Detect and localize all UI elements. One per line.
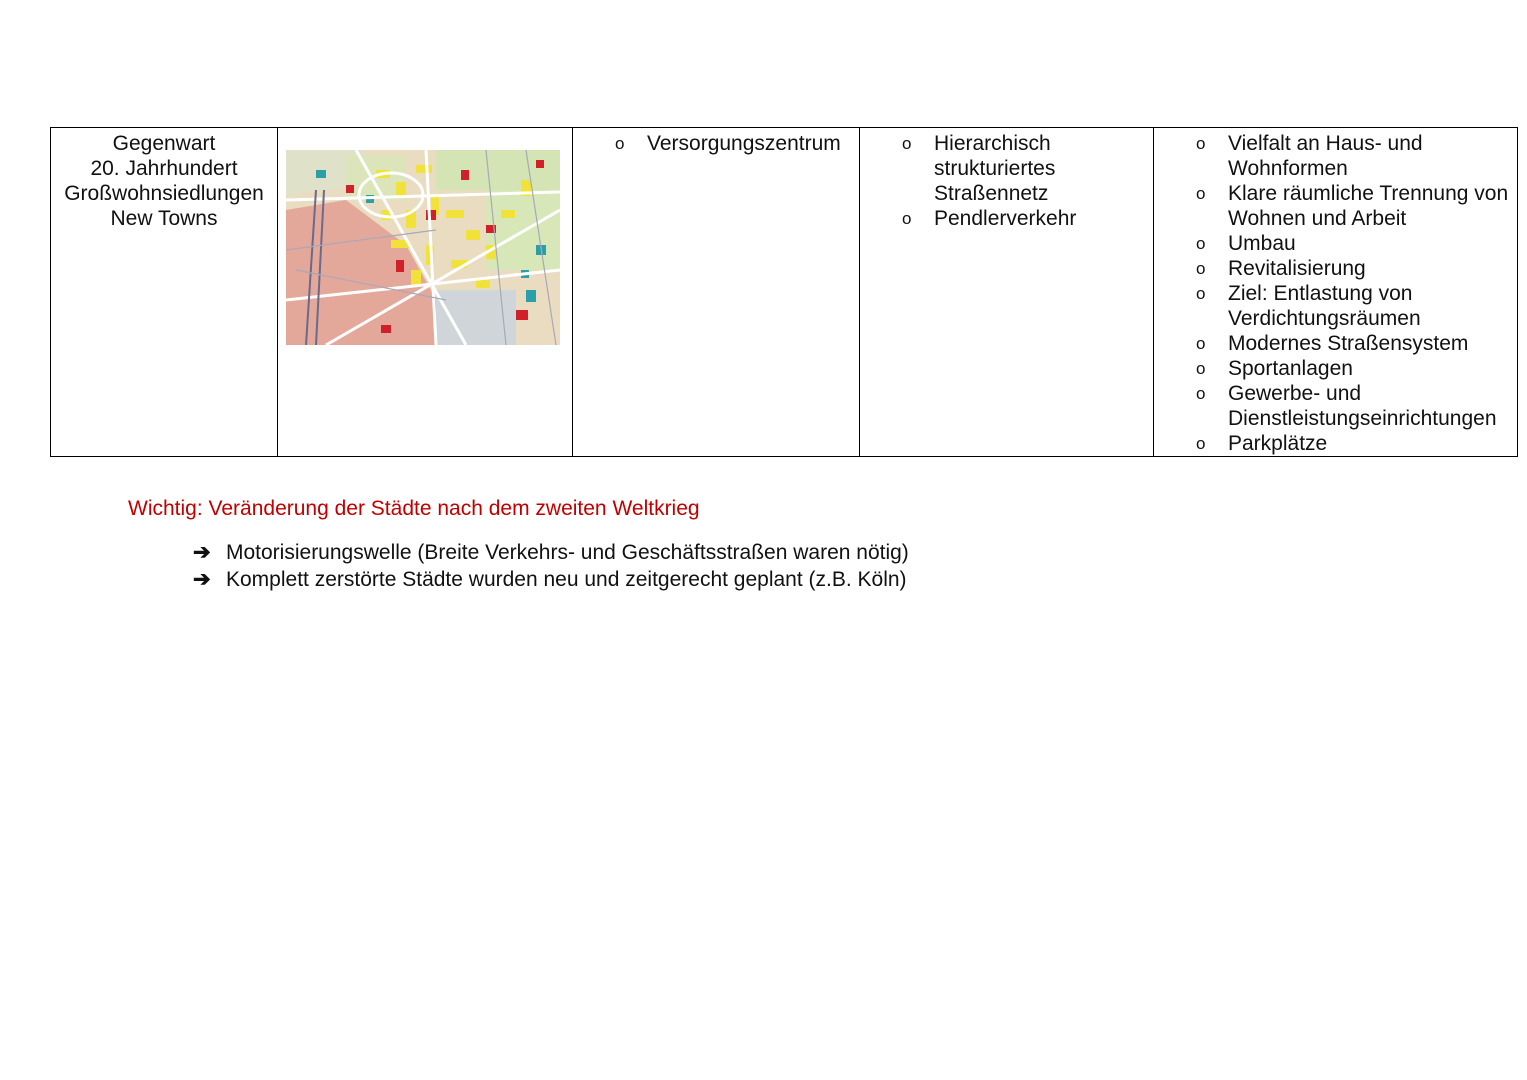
list-item-text: Revitalisierung (1228, 257, 1366, 280)
circle-bullet-icon: o (1196, 434, 1206, 453)
list-item-text: Sportanlagen (1228, 357, 1353, 380)
epoch-line: 20. Jahrhundert (90, 157, 238, 180)
circle-bullet-icon: o (1196, 359, 1206, 378)
circle-bullet-icon: o (1196, 134, 1206, 153)
list-item (1154, 131, 1517, 181)
list-item-text: Umbau (1228, 232, 1296, 255)
important-note-heading: Wichtig: Veränderung der Städte nach dem zweiten Weltkrieg (128, 497, 700, 520)
traffic-cell (860, 128, 1154, 457)
arrow-right-icon: ➔ (193, 568, 211, 591)
list-item (1154, 231, 1517, 256)
circle-bullet-icon: o (1196, 384, 1206, 403)
circle-bullet-icon: o (902, 209, 912, 228)
city-map-image (286, 150, 560, 345)
circle-bullet-icon: o (902, 134, 912, 153)
list-item (860, 206, 1153, 231)
list-item (1154, 256, 1517, 281)
epoch-line: Gegenwart (112, 132, 216, 155)
map-cell (278, 128, 573, 457)
features-cell (1154, 128, 1518, 457)
list-item (1154, 181, 1517, 231)
epoch-cell (51, 128, 278, 457)
list-item (573, 131, 859, 156)
list-item (1154, 331, 1517, 356)
arrow-right-icon: ➔ (193, 541, 211, 564)
table-row (51, 128, 1518, 457)
list-item (1154, 431, 1517, 456)
circle-bullet-icon: o (615, 134, 625, 153)
list-item-text: Gewerbe- und Dienstleistungseinrichtungen (1228, 382, 1497, 430)
list-item (193, 566, 909, 593)
city-development-table (50, 127, 1518, 457)
circle-bullet-icon: o (1196, 284, 1206, 303)
note-points (193, 539, 909, 593)
list-item-text: Motorisierungswelle (Breite Verkehrs- und Geschäftsstraßen waren nötig) (226, 541, 909, 564)
list-item (1154, 281, 1517, 331)
circle-bullet-icon: o (1196, 334, 1206, 353)
list-item-text: Vielfalt an Haus- und Wohnformen (1228, 132, 1423, 180)
list-item-text: Klare räumliche Trennung von Wohnen und Arbeit (1228, 182, 1509, 230)
list-item (193, 539, 909, 566)
list-item-text: Pendlerverkehr (934, 207, 1077, 230)
list-item-text: Modernes Straßensystem (1228, 332, 1469, 355)
circle-bullet-icon: o (1196, 259, 1206, 278)
list-item (860, 131, 1153, 206)
supply-cell (573, 128, 860, 457)
list-item-text: Ziel: Entlastung von Verdichtungsräumen (1228, 282, 1421, 330)
list-item-text: Parkplätze (1228, 432, 1328, 455)
epoch-line: Großwohnsiedlungen (64, 182, 264, 205)
list-item-text: Versorgungszentrum (647, 132, 841, 155)
circle-bullet-icon: o (1196, 184, 1206, 203)
list-item-text: Hierarchisch strukturiertes Straßennetz (934, 132, 1056, 205)
circle-bullet-icon: o (1196, 234, 1206, 253)
list-item (1154, 381, 1517, 431)
epoch-line: New Towns (110, 207, 218, 230)
list-item-text: Komplett zerstörte Städte wurden neu und zeitgerecht geplant (z.B. Köln) (226, 568, 907, 591)
list-item (1154, 356, 1517, 381)
